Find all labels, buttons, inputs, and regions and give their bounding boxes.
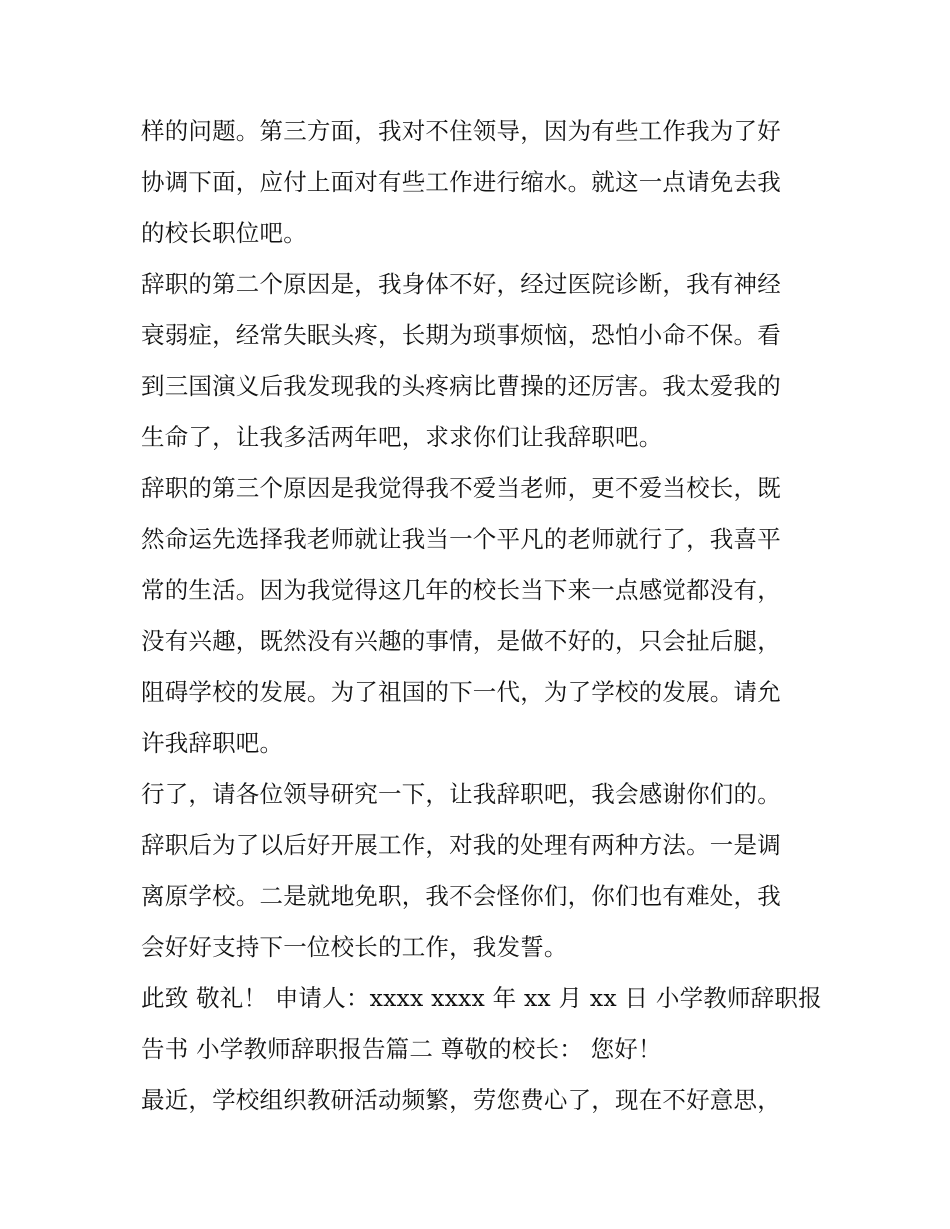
- text-line: 然命运先选择我老师就让我当一个平凡的老师就行了，我喜平: [141, 525, 781, 553]
- text-line: 告书 小学教师辞职报告篇二 尊敬的校长： 您好！: [141, 1035, 662, 1063]
- text-line: 生命了，让我多活两年吧，求求你们让我辞职吧。: [141, 423, 663, 451]
- text-line: 的校长职位吧。: [141, 219, 307, 247]
- text-line: 衰弱症，经常失眠头疼，长期为琐事烦恼，恐怕小命不保。看: [141, 321, 781, 349]
- text-line: 会好好支持下一位校长的工作，我发誓。: [141, 933, 568, 961]
- text-line: 到三国演义后我发现我的头疼病比曹操的还厉害。我太爱我的: [141, 372, 781, 400]
- text-line: 阻碍学校的发展。为了祖国的下一代，为了学校的发展。请允: [141, 678, 781, 706]
- text-line: 常的生活。因为我觉得这几年的校长当下来一点感觉都没有，: [141, 576, 781, 604]
- text-line: 最近，学校组织教研活动频繁，劳您费心了，现在不好意思，: [141, 1086, 781, 1114]
- text-line: 辞职后为了以后好开展工作，对我的处理有两种方法。一是调: [141, 831, 781, 859]
- text-line: 辞职的第三个原因是我觉得我不爱当老师，更不爱当校长，既: [141, 474, 781, 502]
- text-line: 许我辞职吧。: [141, 729, 284, 757]
- text-line: 行了，请各位领导研究一下，让我辞职吧，我会感谢你们的。: [141, 780, 781, 808]
- document-body: [141, 106, 821, 1126]
- text-line: 离原学校。二是就地免职，我不会怪你们，你们也有难处，我: [141, 882, 781, 910]
- text-line: 没有兴趣，既然没有兴趣的事情，是做不好的，只会扯后腿，: [141, 627, 781, 655]
- text-line: 协调下面，应付上面对有些工作进行缩水。就这一点请免去我: [141, 168, 781, 196]
- text-line: 样的问题。第三方面，我对不住领导，因为有些工作我为了好: [141, 117, 781, 145]
- text-line: 此致 敬礼！ 申请人：xxxx xxxx 年 xx 月 xx 日 小学教师辞职报: [141, 984, 822, 1012]
- text-line: 辞职的第二个原因是，我身体不好，经过医院诊断，我有神经: [141, 270, 781, 298]
